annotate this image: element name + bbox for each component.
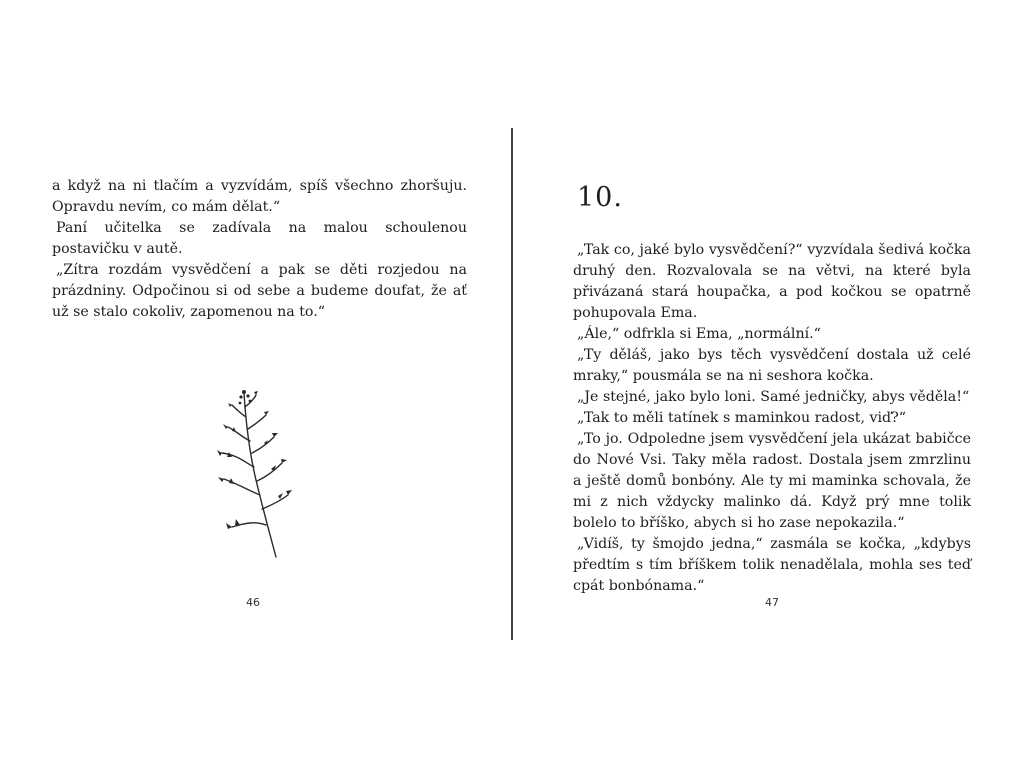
right-page	[513, 0, 1024, 768]
chapter-title: 10.	[577, 182, 623, 213]
paragraph: „Vidíš, ty šmojdo jedna,“ zasmála se kočka, „kdybys předtím s tím bříškem tolik nenadělala, mohla ses teď cpát bonbónama.“	[573, 536, 971, 594]
paragraph: „Zítra rozdám vysvědčení a pak se děti rozjedou na prázdniny. Odpočinou si od sebe a budeme doufat, že ať už se stalo cokoliv, zapomenou na to.“	[52, 262, 467, 320]
paragraph: „To jo. Odpoledne jsem vysvědčení jela ukázat babičce do Nové Vsi. Taky měla radost. Dostala jsem zmrzlinu a ještě domů bonbóny. Ale ty mi maminka schovala, že mi z nich vždycky malinko dá. Když prý mne tolik bolelo to bříško, abych si ho zase nepokazila.“	[573, 431, 971, 531]
plant-sprig-icon	[210, 385, 292, 560]
left-page-text	[52, 176, 467, 323]
paragraph: „Tak to měli tatínek s maminkou radost, viď?“	[577, 410, 906, 426]
paragraph: „Ty děláš, jako bys těch vysvědčení dostala už celé mraky,“ pousmála se na ni seshora kočka.	[573, 347, 971, 384]
page-number: 46	[246, 596, 260, 609]
paragraph: a když na ni tlačím a vyzvídám, spíš všechno zhoršuju. Opravdu nevím, co mám dělat.“	[52, 178, 467, 215]
paragraph: „Ále,“ odfrkla si Ema, „normální.“	[577, 326, 821, 342]
page-number: 47	[765, 596, 779, 609]
paragraph: „Tak co, jaké bylo vysvědčení?“ vyzvídala šedivá kočka druhý den. Rozvalovala se na větvi, na které byla přivázaná stará houpačka, a pod kočkou se opatrně pohupovala Ema.	[573, 242, 971, 321]
paragraph: „Je stejné, jako bylo loni. Samé jedničky, abys věděla!“	[577, 389, 970, 405]
paragraph: Paní učitelka se zadívala na malou schoulenou postavičku v autě.	[52, 220, 467, 257]
left-page	[0, 0, 511, 768]
right-page-text	[573, 240, 971, 597]
